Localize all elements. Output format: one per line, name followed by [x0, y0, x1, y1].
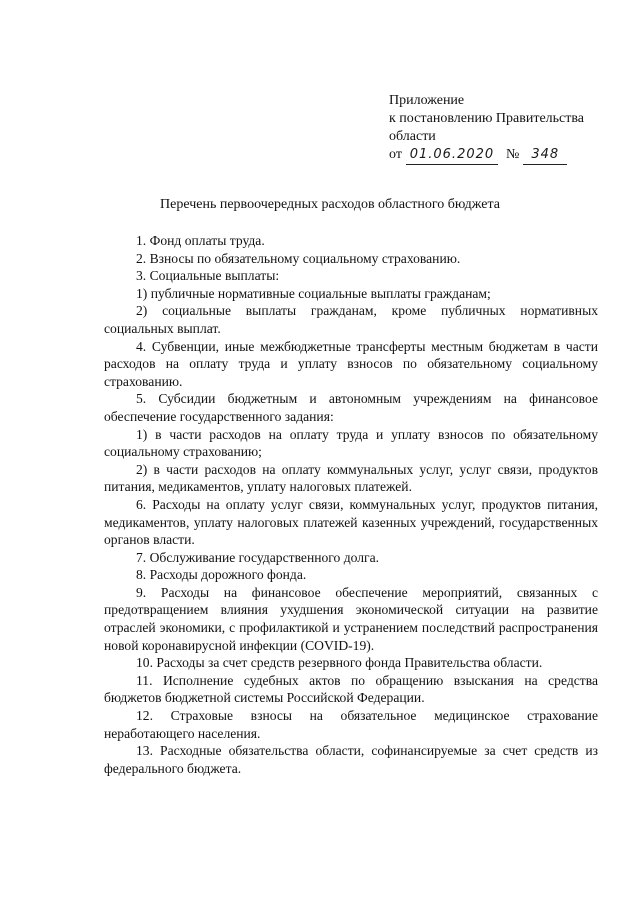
appendix-label: Приложение	[389, 93, 465, 108]
list-item: 1. Фонд оплаты труда.	[136, 233, 265, 248]
appendix-region: области	[389, 129, 436, 144]
list-item: 4. Субвенции, иные межбюджетные трансферты местным бюджетам в части расходов на оплату труда и уплату взносов по обязательному социальному страхованию.	[104, 338, 598, 389]
list-subitem: 2) социальные выплаты гражданам, кроме публичных нормативных социальных выплат.	[104, 303, 598, 336]
expense-list	[104, 232, 598, 777]
list-item: 13. Расходные обязательства области, софинансируемые за счет средств из федерального бюджета.	[104, 743, 598, 776]
date-prefix: от	[389, 147, 402, 162]
handwritten-number: 348	[531, 147, 560, 162]
list-subitem: 1) публичные нормативные социальные выплаты гражданам;	[136, 285, 491, 301]
list-subitem: 1) в части расходов на оплату труда и уплату взносов по обязательному социальному страхованию;	[104, 426, 598, 460]
handwritten-date: 01.06.2020	[409, 147, 495, 162]
list-item: 10. Расходы за счет средств резервного фонда Правительства области.	[136, 655, 543, 671]
number-field	[523, 146, 567, 165]
appendix-resolution-ref: к постановлению Правительства	[389, 111, 585, 126]
list-item: 5. Субсидии бюджетным и автономным учреждениям на финансовое обеспечение государственного задания:	[104, 391, 598, 424]
list-item: 7. Обслуживание государственного долга.	[136, 549, 380, 565]
document-title: Перечень первоочередных расходов областного бюджета	[160, 197, 500, 212]
list-item: 9. Расходы на финансовое обеспечение мероприятий, связанных с предотвращением влияния ухудшения экономической ситуации на развитие отраслей экономики, с профилактикой и устранением последствий распространения новой коронавирусной инфекции (COVID-19).	[104, 584, 598, 653]
list-subitem: 2) в части расходов на оплату коммунальных услуг, услуг связи, продуктов питания, медикаментов, уплату налоговых платежей.	[104, 461, 598, 495]
number-sign: №	[505, 147, 520, 162]
list-item: 8. Расходы дорожного фонда.	[136, 567, 307, 583]
date-field	[406, 146, 498, 165]
order-date-number-line	[389, 146, 624, 165]
list-item: 12. Страховые взносы на обязательное медицинское страхование неработающего населения.	[104, 708, 598, 741]
list-item: 11. Исполнение судебных актов по обращению взыскания на средства бюджетов бюджетной системы Российской Федерации.	[104, 672, 598, 706]
appendix-header	[389, 92, 624, 165]
list-item: 6. Расходы на оплату услуг связи, коммунальных услуг, продуктов питания, медикаментов, уплату налоговых платежей казенных учреждений, государственных органов власти.	[104, 496, 598, 548]
list-item: 3. Социальные выплаты:	[136, 268, 280, 284]
list-item: 2. Взносы по обязательному социальному страхованию.	[136, 250, 461, 266]
